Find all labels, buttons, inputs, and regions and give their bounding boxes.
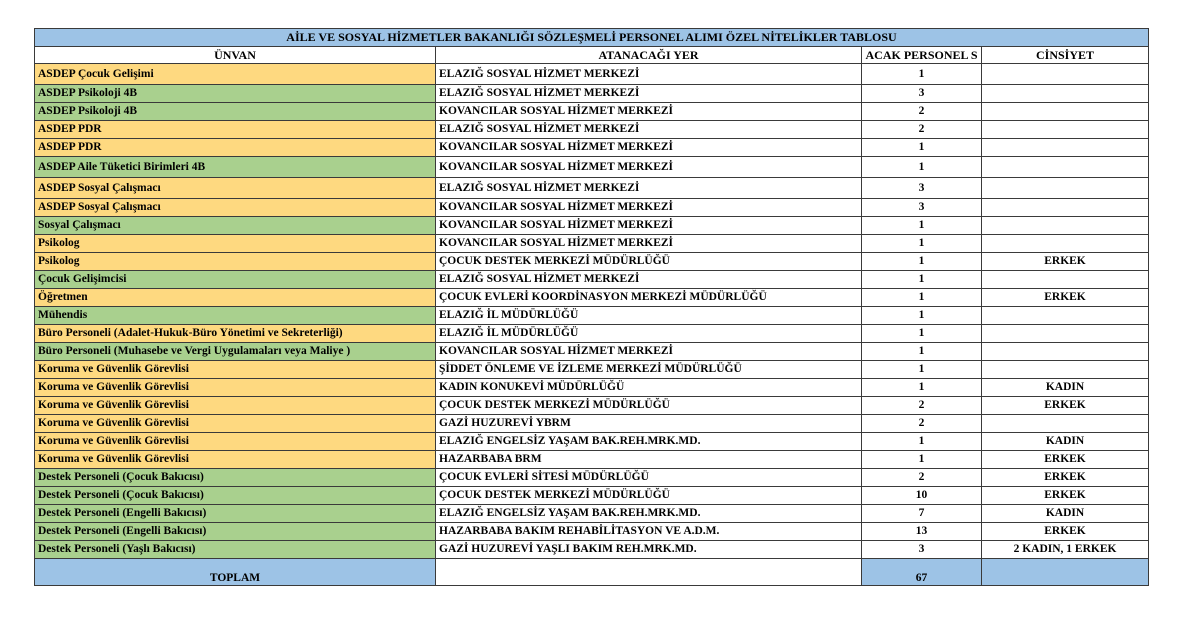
cell-cinsiyet: [982, 139, 1149, 157]
total-label: TOPLAM: [35, 559, 436, 586]
cell-unvan: Öğretmen: [35, 289, 436, 307]
cell-personel-sayisi: 1: [862, 157, 982, 178]
cell-atanacagi-yer: GAZİ HUZUREVİ YAŞLI BAKIM REH.MRK.MD.: [436, 541, 862, 559]
table-row: [35, 235, 1149, 253]
cell-atanacagi-yer: ELAZIĞ SOSYAL HİZMET MERKEZİ: [436, 64, 862, 85]
table-row: [35, 289, 1149, 307]
cell-cinsiyet: [982, 178, 1149, 199]
table-row: [35, 415, 1149, 433]
table-row: [35, 523, 1149, 541]
cell-personel-sayisi: 13: [862, 523, 982, 541]
table-row: [35, 343, 1149, 361]
cell-cinsiyet: [982, 85, 1149, 103]
cell-unvan: ASDEP PDR: [35, 121, 436, 139]
cell-unvan: ASDEP Sosyal Çalışmacı: [35, 199, 436, 217]
cell-personel-sayisi: 1: [862, 343, 982, 361]
cell-atanacagi-yer: ELAZIĞ İL MÜDÜRLÜĞÜ: [436, 325, 862, 343]
cell-cinsiyet: [982, 217, 1149, 235]
cell-cinsiyet: KADIN: [982, 379, 1149, 397]
cell-personel-sayisi: 1: [862, 307, 982, 325]
total-value: 67: [862, 559, 982, 586]
cell-cinsiyet: [982, 307, 1149, 325]
cell-personel-sayisi: 3: [862, 178, 982, 199]
cell-unvan: Destek Personeli (Çocuk Bakıcısı): [35, 469, 436, 487]
cell-atanacagi-yer: ÇOCUK EVLERİ KOORDİNASYON MERKEZİ MÜDÜRLÜĞÜ: [436, 289, 862, 307]
cell-unvan: Destek Personeli (Engelli Bakıcısı): [35, 505, 436, 523]
cell-personel-sayisi: 1: [862, 379, 982, 397]
cell-atanacagi-yer: ÇOCUK DESTEK MERKEZİ MÜDÜRLÜĞÜ: [436, 487, 862, 505]
cell-unvan: ASDEP Psikoloji 4B: [35, 85, 436, 103]
cell-personel-sayisi: 1: [862, 325, 982, 343]
cell-cinsiyet: ERKEK: [982, 487, 1149, 505]
table-row: [35, 307, 1149, 325]
cell-cinsiyet: [982, 157, 1149, 178]
cell-cinsiyet: ERKEK: [982, 469, 1149, 487]
cell-personel-sayisi: 2: [862, 469, 982, 487]
cell-unvan: Psikolog: [35, 253, 436, 271]
table-header-row: [35, 47, 1149, 64]
cell-unvan: Çocuk Gelişimcisi: [35, 271, 436, 289]
cell-personel-sayisi: 1: [862, 235, 982, 253]
table-row: [35, 361, 1149, 379]
table-row: [35, 451, 1149, 469]
cell-atanacagi-yer: KOVANCILAR SOSYAL HİZMET MERKEZİ: [436, 103, 862, 121]
table-row: [35, 217, 1149, 235]
cell-unvan: ASDEP PDR: [35, 139, 436, 157]
cell-unvan: Koruma ve Güvenlik Görevlisi: [35, 415, 436, 433]
cell-unvan: Büro Personeli (Adalet-Hukuk-Büro Yönetimi ve Sekreterliği): [35, 325, 436, 343]
cell-cinsiyet: [982, 361, 1149, 379]
header-atanacagi-yer: ATANACAĞI YER: [436, 47, 862, 64]
table-title-row: [35, 29, 1149, 47]
cell-cinsiyet: [982, 415, 1149, 433]
table-row: [35, 487, 1149, 505]
total-row: [35, 559, 1149, 586]
cell-personel-sayisi: 1: [862, 253, 982, 271]
cell-unvan: Destek Personeli (Engelli Bakıcısı): [35, 523, 436, 541]
cell-cinsiyet: [982, 103, 1149, 121]
cell-atanacagi-yer: ŞİDDET ÖNLEME VE İZLEME MERKEZİ MÜDÜRLÜĞÜ: [436, 361, 862, 379]
cell-unvan: ASDEP Çocuk Gelişimi: [35, 64, 436, 85]
cell-unvan: Psikolog: [35, 235, 436, 253]
cell-atanacagi-yer: ÇOCUK DESTEK MERKEZİ MÜDÜRLÜĞÜ: [436, 397, 862, 415]
cell-atanacagi-yer: KOVANCILAR SOSYAL HİZMET MERKEZİ: [436, 343, 862, 361]
table-title: AİLE VE SOSYAL HİZMETLER BAKANLIĞI SÖZLEŞMELİ PERSONEL ALIMI ÖZEL NİTELİKLER TABLOSU: [35, 29, 1149, 47]
table-row: [35, 325, 1149, 343]
cell-personel-sayisi: 2: [862, 415, 982, 433]
table-row: [35, 199, 1149, 217]
total-blank-cell: [436, 559, 862, 586]
header-cinsiyet: CİNSİYET: [982, 47, 1149, 64]
cell-atanacagi-yer: KOVANCILAR SOSYAL HİZMET MERKEZİ: [436, 235, 862, 253]
cell-unvan: Koruma ve Güvenlik Görevlisi: [35, 451, 436, 469]
cell-personel-sayisi: 1: [862, 271, 982, 289]
cell-atanacagi-yer: ELAZIĞ SOSYAL HİZMET MERKEZİ: [436, 121, 862, 139]
cell-cinsiyet: [982, 325, 1149, 343]
cell-personel-sayisi: 1: [862, 361, 982, 379]
cell-atanacagi-yer: KOVANCILAR SOSYAL HİZMET MERKEZİ: [436, 199, 862, 217]
cell-atanacagi-yer: ELAZIĞ ENGELSİZ YAŞAM BAK.REH.MRK.MD.: [436, 505, 862, 523]
cell-unvan: Koruma ve Güvenlik Görevlisi: [35, 397, 436, 415]
cell-cinsiyet: ERKEK: [982, 451, 1149, 469]
cell-personel-sayisi: 1: [862, 451, 982, 469]
cell-personel-sayisi: 1: [862, 217, 982, 235]
cell-cinsiyet: [982, 64, 1149, 85]
cell-cinsiyet: [982, 235, 1149, 253]
cell-personel-sayisi: 1: [862, 64, 982, 85]
cell-atanacagi-yer: ÇOCUK DESTEK MERKEZİ MÜDÜRLÜĞÜ: [436, 253, 862, 271]
cell-cinsiyet: [982, 121, 1149, 139]
header-unvan: ÜNVAN: [35, 47, 436, 64]
cell-unvan: Koruma ve Güvenlik Görevlisi: [35, 379, 436, 397]
cell-atanacagi-yer: ELAZIĞ İL MÜDÜRLÜĞÜ: [436, 307, 862, 325]
cell-cinsiyet: KADIN: [982, 433, 1149, 451]
cell-atanacagi-yer: KOVANCILAR SOSYAL HİZMET MERKEZİ: [436, 139, 862, 157]
cell-cinsiyet: KADIN: [982, 505, 1149, 523]
cell-cinsiyet: ERKEK: [982, 523, 1149, 541]
header-personel-sayisi: ACAK PERSONEL S: [862, 47, 982, 64]
cell-cinsiyet: ERKEK: [982, 397, 1149, 415]
table-row: [35, 64, 1149, 85]
total-empty-cell: [982, 559, 1149, 586]
cell-personel-sayisi: 2: [862, 397, 982, 415]
cell-cinsiyet: [982, 271, 1149, 289]
cell-cinsiyet: ERKEK: [982, 289, 1149, 307]
cell-cinsiyet: 2 KADIN, 1 ERKEK: [982, 541, 1149, 559]
cell-personel-sayisi: 2: [862, 121, 982, 139]
table-row: [35, 271, 1149, 289]
personnel-table-sheet: [34, 28, 1148, 586]
table-row: [35, 178, 1149, 199]
cell-personel-sayisi: 7: [862, 505, 982, 523]
table-row: [35, 139, 1149, 157]
cell-unvan: ASDEP Sosyal Çalışmacı: [35, 178, 436, 199]
cell-unvan: Destek Personeli (Yaşlı Bakıcısı): [35, 541, 436, 559]
table-row: [35, 469, 1149, 487]
personnel-table: [34, 28, 1149, 586]
cell-unvan: Mühendis: [35, 307, 436, 325]
cell-personel-sayisi: 2: [862, 103, 982, 121]
cell-personel-sayisi: 3: [862, 541, 982, 559]
cell-cinsiyet: ERKEK: [982, 253, 1149, 271]
cell-unvan: Koruma ve Güvenlik Görevlisi: [35, 361, 436, 379]
cell-personel-sayisi: 1: [862, 139, 982, 157]
cell-personel-sayisi: 1: [862, 433, 982, 451]
cell-atanacagi-yer: GAZİ HUZUREVİ YBRM: [436, 415, 862, 433]
cell-atanacagi-yer: HAZARBABA BAKIM REHABİLİTASYON VE A.D.M.: [436, 523, 862, 541]
cell-atanacagi-yer: KADIN KONUKEVİ MÜDÜRLÜĞÜ: [436, 379, 862, 397]
cell-personel-sayisi: 1: [862, 289, 982, 307]
cell-atanacagi-yer: ELAZIĞ SOSYAL HİZMET MERKEZİ: [436, 271, 862, 289]
cell-unvan: ASDEP Aile Tüketici Birimleri 4B: [35, 157, 436, 178]
table-row: [35, 505, 1149, 523]
cell-personel-sayisi: 3: [862, 199, 982, 217]
cell-atanacagi-yer: ELAZIĞ SOSYAL HİZMET MERKEZİ: [436, 178, 862, 199]
cell-atanacagi-yer: ELAZIĞ ENGELSİZ YAŞAM BAK.REH.MRK.MD.: [436, 433, 862, 451]
table-row: [35, 253, 1149, 271]
cell-atanacagi-yer: HAZARBABA BRM: [436, 451, 862, 469]
cell-personel-sayisi: 3: [862, 85, 982, 103]
table-row: [35, 397, 1149, 415]
table-row: [35, 541, 1149, 559]
cell-unvan: Koruma ve Güvenlik Görevlisi: [35, 433, 436, 451]
cell-cinsiyet: [982, 199, 1149, 217]
table-row: [35, 157, 1149, 178]
cell-unvan: Destek Personeli (Çocuk Bakıcısı): [35, 487, 436, 505]
cell-unvan: ASDEP Psikoloji 4B: [35, 103, 436, 121]
cell-atanacagi-yer: ÇOCUK EVLERİ SİTESİ MÜDÜRLÜĞÜ: [436, 469, 862, 487]
cell-unvan: Büro Personeli (Muhasebe ve Vergi Uygulamaları veya Maliye ): [35, 343, 436, 361]
cell-atanacagi-yer: KOVANCILAR SOSYAL HİZMET MERKEZİ: [436, 217, 862, 235]
cell-atanacagi-yer: KOVANCILAR SOSYAL HİZMET MERKEZİ: [436, 157, 862, 178]
cell-atanacagi-yer: ELAZIĞ SOSYAL HİZMET MERKEZİ: [436, 85, 862, 103]
table-row: [35, 379, 1149, 397]
cell-cinsiyet: [982, 343, 1149, 361]
cell-personel-sayisi: 10: [862, 487, 982, 505]
cell-unvan: Sosyal Çalışmacı: [35, 217, 436, 235]
table-row: [35, 121, 1149, 139]
table-row: [35, 433, 1149, 451]
table-row: [35, 103, 1149, 121]
table-row: [35, 85, 1149, 103]
